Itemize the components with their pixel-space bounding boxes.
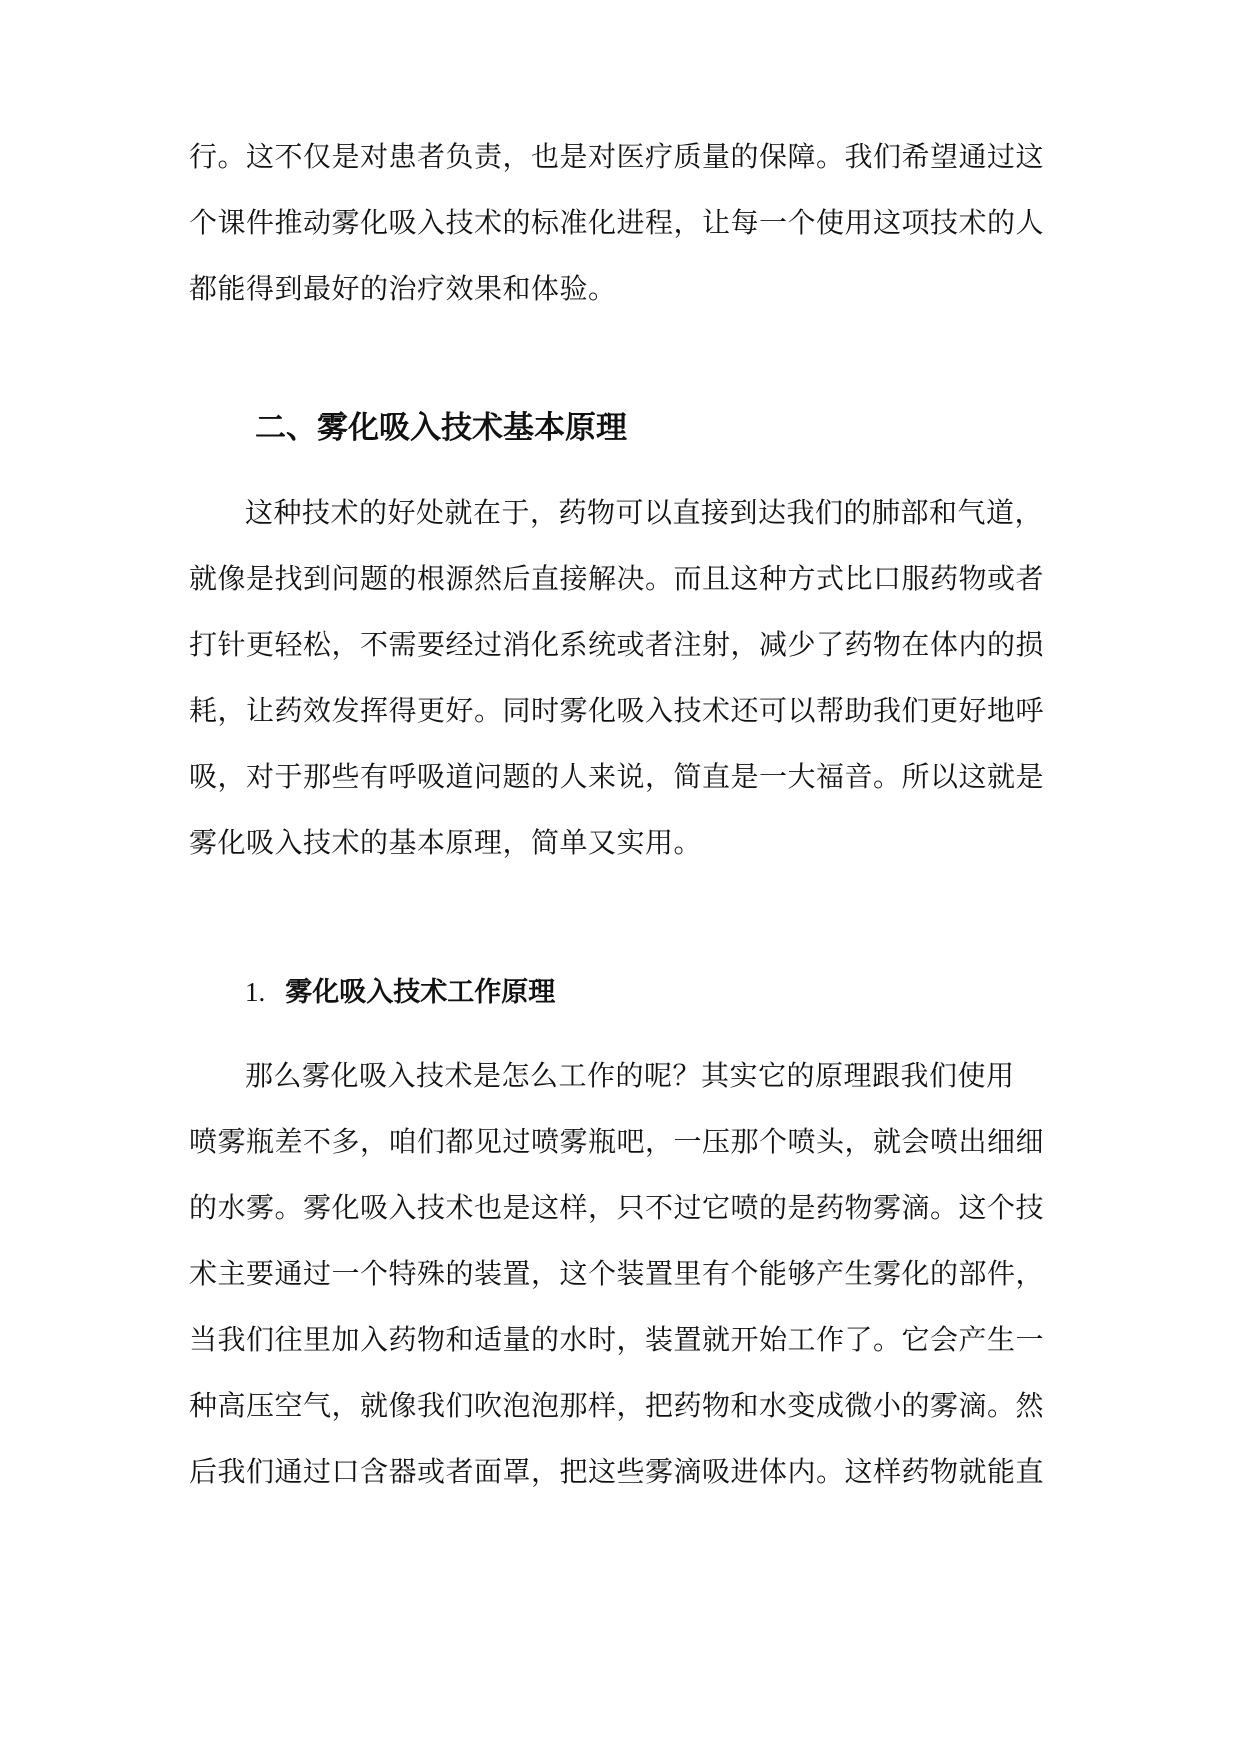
intro-line-1: 行。这不仅是对患者负责，也是对医疗质量的保障。我们希望通过这 bbox=[189, 140, 1045, 173]
subsection-1-line-7: 后我们通过口含器或者面罩，把这些雾滴吸进体内。这样药物就能直 bbox=[189, 1455, 1045, 1488]
subsection-1-line-2: 喷雾瓶差不多，咱们都见过喷雾瓶吧，一压那个喷头，就会喷出细细 bbox=[189, 1125, 1045, 1158]
subsection-1-line-5: 当我们往里加入药物和适量的水时，装置就开始工作了。它会产生一 bbox=[189, 1323, 1045, 1356]
subsection-number: 1. bbox=[245, 977, 266, 1007]
subsection-1-line-1: 那么雾化吸入技术是怎么工作的呢？其实它的原理跟我们使用 bbox=[245, 1059, 1015, 1092]
subsection-title: 雾化吸入技术工作原理 bbox=[285, 977, 556, 1008]
subsection-1-line-4: 术主要通过一个特殊的装置，这个装置里有个能够产生雾化的部件， bbox=[189, 1257, 1045, 1290]
subsection-heading bbox=[245, 974, 555, 1011]
subsection-1-line-6: 种高压空气，就像我们吹泡泡那样，把药物和水变成微小的雾滴。然 bbox=[189, 1389, 1045, 1422]
intro-line-3: 都能得到最好的治疗效果和体验。 bbox=[189, 272, 617, 305]
section-2-line-1: 这种技术的好处就在于，药物可以直接到达我们的肺部和气道， bbox=[245, 496, 1044, 529]
intro-line-2: 个课件推动雾化吸入技术的标准化进程，让每一个使用这项技术的人 bbox=[189, 206, 1045, 239]
section-heading: 二、雾化吸入技术基本原理 bbox=[255, 410, 627, 446]
section-2-line-2: 就像是找到问题的根源然后直接解决。而且这种方式比口服药物或者 bbox=[189, 562, 1045, 595]
section-2-line-4: 耗，让药效发挥得更好。同时雾化吸入技术还可以帮助我们更好地呼 bbox=[189, 694, 1045, 727]
section-2-line-5: 吸，对于那些有呼吸道问题的人来说，简直是一大福音。所以这就是 bbox=[189, 760, 1045, 793]
subsection-1-line-3: 的水雾。雾化吸入技术也是这样，只不过它喷的是药物雾滴。这个技 bbox=[189, 1191, 1045, 1224]
section-2-line-6: 雾化吸入技术的基本原理，简单又实用。 bbox=[189, 826, 703, 859]
section-2-line-3: 打针更轻松，不需要经过消化系统或者注射，减少了药物在体内的损 bbox=[189, 628, 1045, 661]
